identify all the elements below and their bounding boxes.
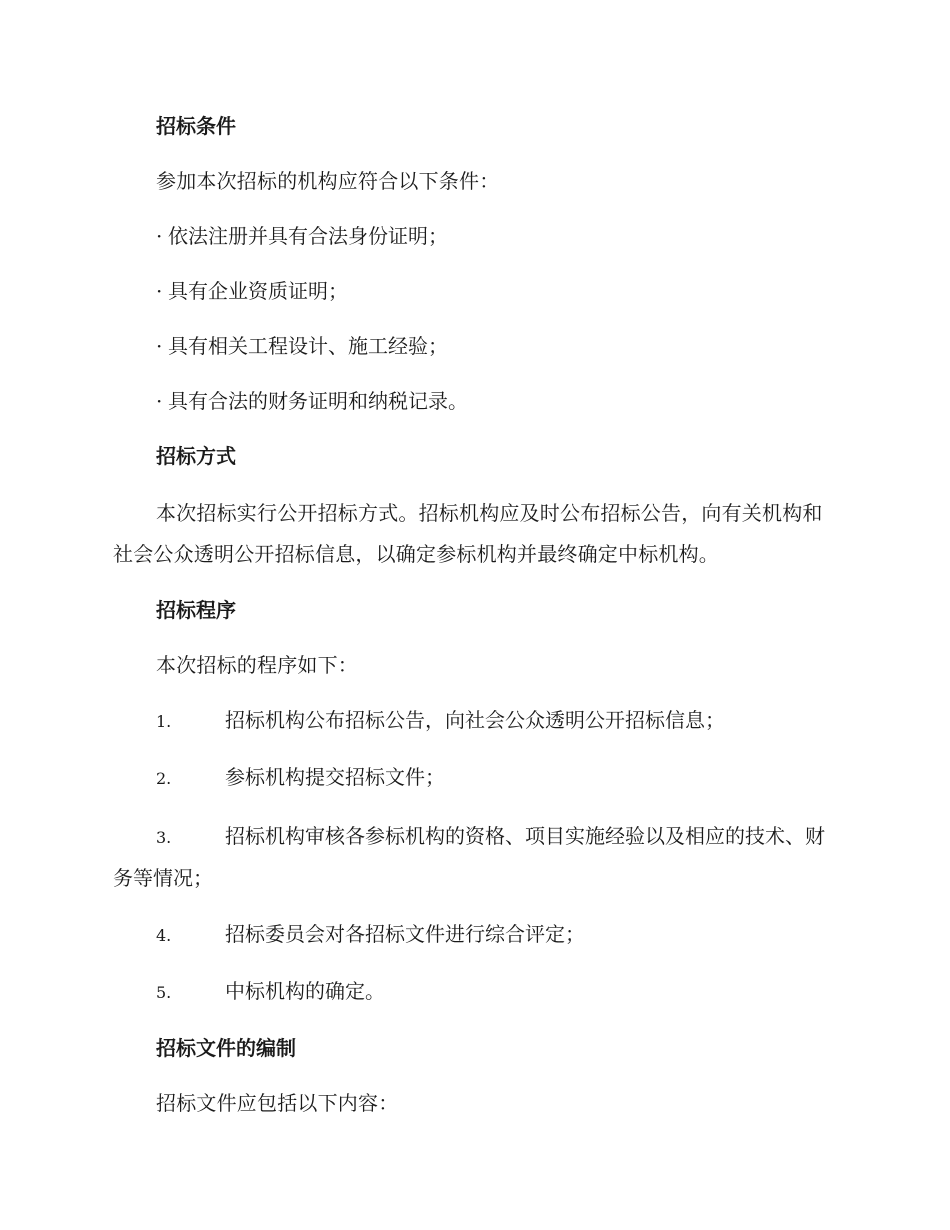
step-text: 中标机构的确定。: [225, 979, 385, 1003]
bullet-item: [113, 218, 833, 254]
documents-intro: 招标文件应包括以下内容：: [156, 1091, 399, 1115]
step-text: 招标机构公布招标公告，向社会公众透明公开招标信息；: [225, 708, 725, 732]
procedure-step: [113, 816, 833, 899]
bullet-text: 依法注册并具有合法身份证明；: [168, 224, 448, 248]
bullet-item: [113, 328, 833, 364]
step-number: 4.: [156, 926, 172, 945]
bullet-dot: ·: [156, 334, 163, 358]
section-heading-method: 招标方式: [156, 444, 236, 468]
section-heading-documents: 招标文件的编制: [156, 1036, 296, 1060]
bullet-text: 具有相关工程设计、施工经验；: [168, 334, 448, 358]
bullet-text: 具有企业资质证明；: [168, 279, 348, 303]
procedure-step: [113, 973, 833, 1011]
procedure-step: [113, 702, 833, 740]
bullet-dot: ·: [156, 389, 163, 413]
procedure-step: [113, 759, 833, 797]
procedure-step: [113, 916, 833, 954]
bullet-text: 具有合法的财务证明和纳税记录。: [168, 389, 468, 413]
bullet-dot: ·: [156, 279, 163, 303]
method-body: 本次招标实行公开招标方式。招标机构应及时公布招标公告，向有关机构和社会公众透明公开招标信息，以确定参标机构并最终确定中标机构。: [113, 501, 823, 566]
conditions-intro: 参加本次招标的机构应符合以下条件：: [156, 169, 500, 193]
bullet-item: [113, 273, 833, 309]
bullet-item: [113, 383, 833, 419]
document-page: [113, 108, 833, 1140]
section-heading-conditions: 招标条件: [156, 114, 236, 138]
step-number: 2.: [156, 769, 172, 788]
procedure-intro: 本次招标的程序如下：: [156, 653, 358, 677]
section-heading-procedure: 招标程序: [156, 598, 236, 622]
step-text: 参标机构提交招标文件；: [225, 765, 445, 789]
step-number: 1.: [156, 712, 172, 731]
step-number: 3.: [156, 828, 172, 847]
step-number: 5.: [156, 983, 172, 1002]
bullet-dot: ·: [156, 224, 163, 248]
step-text: 招标委员会对各招标文件进行综合评定；: [225, 922, 585, 946]
step-text: 招标机构审核各参标机构的资格、项目实施经验以及相应的技术、财务等情况；: [113, 824, 825, 890]
